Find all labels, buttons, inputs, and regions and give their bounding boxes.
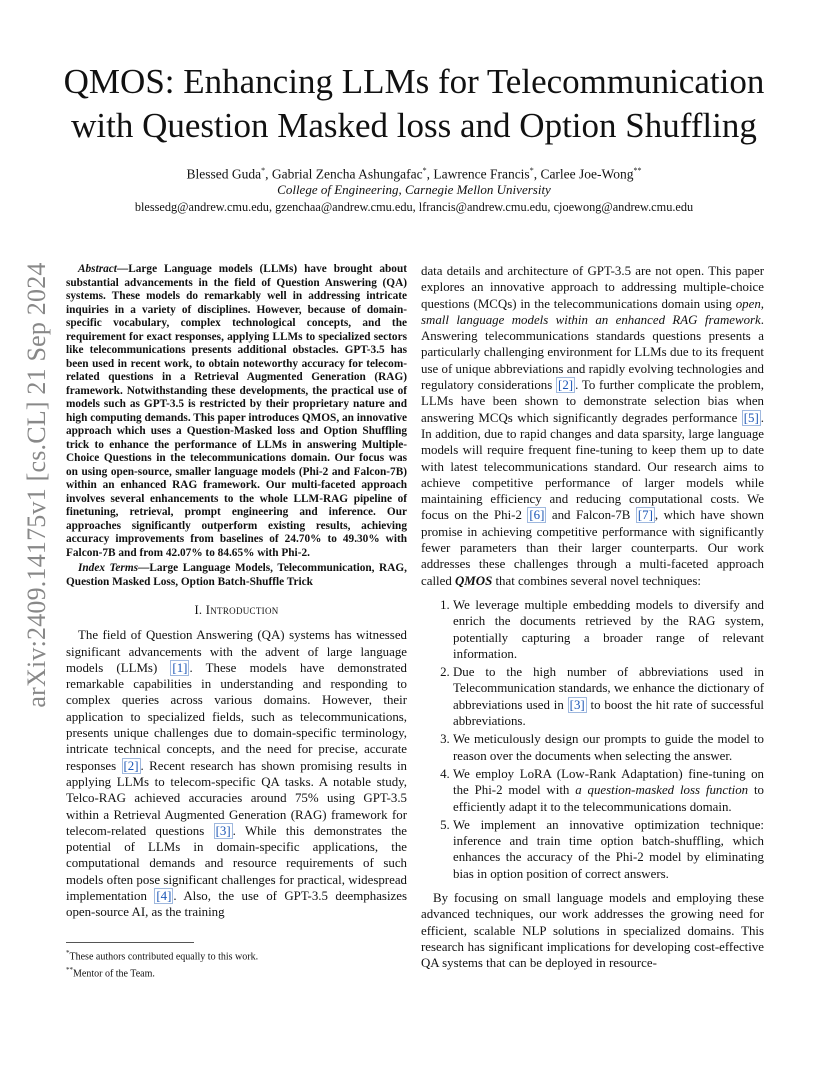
author-mark: * bbox=[422, 166, 427, 175]
italic-text: open, small language models within an enhanced RAG framework bbox=[421, 296, 764, 327]
abstract-label: Abstract bbox=[78, 263, 117, 275]
section-number: I. bbox=[194, 603, 206, 617]
italic-text: a question-masked loss function bbox=[575, 783, 749, 798]
arxiv-stamp bbox=[22, 262, 52, 708]
citation-link[interactable]: [1] bbox=[172, 660, 188, 675]
list-item: 4. We employ LoRA (Low-Rank Adaptation) fine-tuning on the Phi-2 model with a question-masked loss function to efficiently adapt it to the telecommunications domain. bbox=[453, 766, 764, 815]
author-mark: * bbox=[529, 166, 534, 175]
footnote-mark: * bbox=[66, 949, 70, 957]
method-name: QMOS bbox=[455, 573, 493, 588]
citation-link[interactable]: [4] bbox=[156, 889, 172, 904]
citation-link[interactable]: [3] bbox=[569, 697, 585, 712]
closing-paragraph: By focusing on small language models and employing these advanced techniques, our work addresses the growing need for efficient, scalable NLP solutions in specialized domains. This research has significant implications for developing cost-effective QA systems that can be deployed in resource- bbox=[421, 890, 764, 971]
author-mark: * bbox=[261, 166, 266, 175]
citation-link[interactable]: [2] bbox=[123, 758, 139, 773]
author-emails: blessedg@andrew.cmu.edu, gzenchaa@andrew.cmu.edu, lfrancis@andrew.cmu.edu, cjoewong@andrew.cmu.edu bbox=[134, 200, 694, 214]
index-terms bbox=[66, 562, 407, 589]
citation-link[interactable]: [2] bbox=[558, 378, 574, 393]
paper-title bbox=[60, 60, 768, 148]
arxiv-stamp-text: arXiv:2409.14175v1 [cs.CL] 21 Sep 2024 bbox=[22, 262, 51, 708]
continued-paragraph: data details and architecture of GPT-3.5 are not open. This paper explores an innovative approach to addressing multiple-choice questions (MCQs) in the telecommunications domain using open, small language models within an enhanced RAG framework. Answering telecommunications standards questions presents a particularly challenging environment for LLMs due to its frequent use of unique abbreviations and rapidly evolving technologies and regulatory considerations [2] . To further complicate the problem, LLMs have been shown to demonstrate selection bias when answering MCQs which significantly degrades performance [5] . In addition, due to rapid changes and data sparsity, large language models will require frequent fine-tuning to keep them up to date with latest telecommunications standard. Our research aims to achieve competitive performance of larger models while maintaining efficiency and reducing computational costs. We focus on the Phi-2 [6] and Falcon-7B [7] , which have shown promise in achieving competitive performance with significantly fewer parameters than their larger counterparts. Our work addresses these challenges through a multi-faceted approach called QMOS that combines several novel techniques: bbox=[421, 264, 764, 588]
abstract bbox=[66, 263, 407, 560]
abstract-text: —Large Language models (LLMs) have brought about substantial advancements in the field of Question Answering (QA) systems. These models do remarkably well in addressing intricate inquiries in a variety of disciplines. However, because of domain-specific vocabulary, complex technological concepts, and the requirement for exact responses, applying LLMs to specialized sectors like telecommunications presents additional obstacles. GPT-3.5 has been used in recent work, to obtain noteworthy accuracy for telecom-related questions in a Retrieval Augmented Generation (RAG) framework. Notwithstanding these developments, the practical use of models such as GPT-3.5 is restricted by their proprietary nature and high computing demands. This paper introduces QMOS, an innovative approach which uses a Question-Masked loss and Option Shuffling trick to enhance the performance of LLMs in answering Multiple-Choice Questions in the telecommunications domain. Our focus was on using open-source, smaller language models (Phi-2 and Falcon-7B) within an enhanced RAG framework. Our multi-faceted approach involves several enhancements to the whole LLM-RAG pipeline of finetuning, retrieval, prompt engineering and inference. Our approaches significantly outperform existing results, achieving accuracy improvements from baselines of 24.70% to 49.30% with Falcon-7B and from 42.07% to 84.65% with Phi-2. bbox=[66, 263, 407, 559]
footnote-rule bbox=[66, 942, 194, 943]
author-mark: ** bbox=[633, 166, 642, 175]
affiliation: College of Engineering, Carnegie Mellon University bbox=[277, 182, 551, 197]
intro-paragraph: The field of Question Answering (QA) systems has witnessed significant advancements with the advent of large language models (LLMs) [1] . These models have demonstrated remarkable capabilities in understanding and responding to complex queries across various domains. However, their application to specialized fields, such as telecommunications, presents unique challenges due to domain-specific terminology, intricate technical concepts, and the need for precise, accurate responses [2] . Recent research has shown promising results in applying LLMs to telecom-specific QA tasks. A notable study, Telco-RAG achieved accuracies around 75% using GPT-3.5 within a Retrieval Augmented Generation (RAG) framework for telecom-related questions [3] . While this demonstrates the potential of LLMs in domain-specific applications, the computational demands and resource requirements of such models often pose significant challenges for practical, widespread implementation [4] . Also, the use of GPT-3.5 deemphasizes open-source AI, as the training bbox=[66, 628, 407, 920]
left-column bbox=[66, 263, 407, 921]
footnotes bbox=[66, 942, 407, 981]
footnote-text: Mentor of the Team. bbox=[73, 968, 155, 980]
section-title: Introduction bbox=[205, 603, 279, 617]
author-name: Carlee Joe-Wong bbox=[540, 166, 634, 182]
footnote-mark: ** bbox=[66, 965, 73, 974]
title-line-1: QMOS: Enhancing LLMs for Telecommunication bbox=[63, 62, 765, 101]
list-item: 1. We leverage multiple embedding models to diversify and enrich the documents retrieved by the RAG system, potentially capturing a broader range of relevant information. bbox=[453, 597, 764, 662]
citation-link[interactable]: [6] bbox=[529, 508, 545, 523]
citation-link[interactable]: [5] bbox=[743, 410, 759, 425]
citation-link[interactable]: [7] bbox=[637, 508, 653, 523]
author-name: Blessed Guda bbox=[186, 166, 262, 182]
section-heading-introduction bbox=[66, 602, 407, 618]
index-terms-label: Index Terms bbox=[78, 562, 139, 574]
contribution-list bbox=[421, 597, 764, 882]
footnote bbox=[66, 947, 407, 964]
footnote-text: These authors contributed equally to this work. bbox=[69, 951, 259, 963]
footnote bbox=[66, 964, 407, 981]
citation-link[interactable]: [3] bbox=[215, 823, 231, 838]
right-column bbox=[421, 263, 764, 971]
list-item: 3. We meticulously design our prompts to guide the model to reason over the documents when selecting the answer. bbox=[453, 731, 764, 764]
author-name: Lawrence Francis bbox=[433, 166, 530, 182]
author-name: Gabrial Zencha Ashungafac bbox=[271, 166, 423, 182]
title-line-2: with Question Masked loss and Option Shuffling bbox=[71, 106, 757, 145]
list-item: 2. Due to the high number of abbreviations used in Telecommunication standards, we enhance the dictionary of abbreviations used in [3] to boost the hit rate of successful abbreviations. bbox=[453, 664, 764, 729]
index-terms-text: —Large Language Models, Telecommunication, RAG, Question Masked Loss, Option Batch-Shuffle Trick bbox=[66, 562, 407, 588]
list-item: 5. We implement an innovative optimization technique: inference and train time option batch-shuffling, which enhances the accuracy of the Phi-2 model by eliminating bias in option position of correct answers. bbox=[453, 817, 764, 882]
author-list: Blessed Guda*, Gabrial Zencha Ashungafac*, Lawrence Francis*, Carlee Joe-Wong** bbox=[186, 166, 642, 182]
